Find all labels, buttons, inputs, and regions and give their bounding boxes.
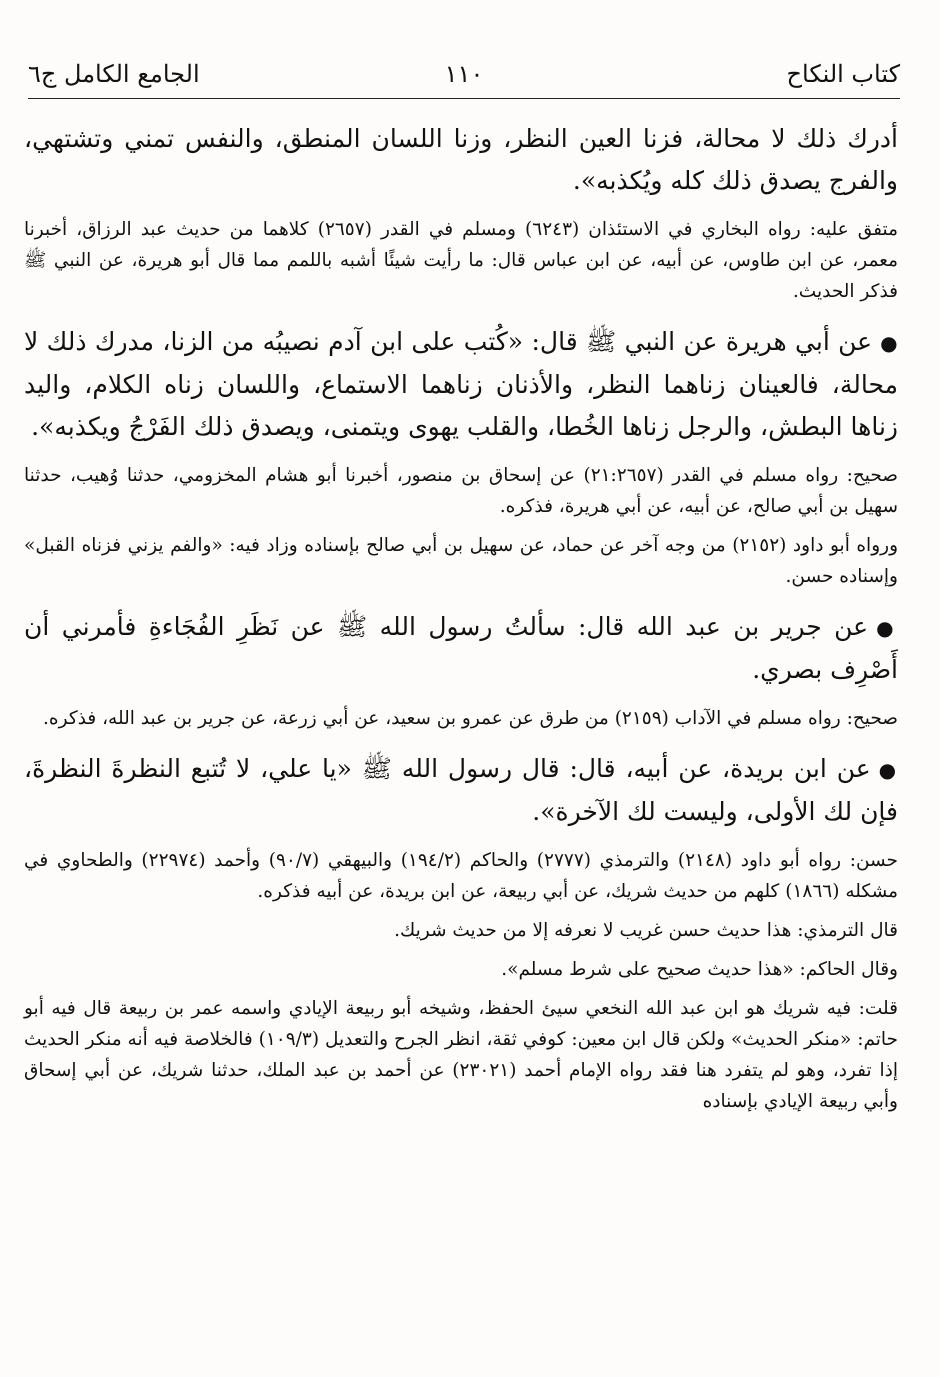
takhrij-note: صحيح: رواه مسلم في القدر (٢١:٢٦٥٧) عن إسحاق بن منصور، أخبرنا أبو هشام المخزومي، حدثنا وُهيب، حدثنا سهيل بن أبي صالح، عن أبيه، عن أبي هريرة، فذكره. xyxy=(24,465,898,517)
page-content xyxy=(24,118,898,1125)
book-title: الجامع الكامل ج٦ xyxy=(28,60,200,88)
takhrij-note: حسن: رواه أبو داود (٢١٤٨) والترمذي (٢٧٧٧) والحاكم (١٩٤/٢) والبيهقي (٩٠/٧) وأحمد (٢٢٩٧٤) والطحاوي في مشكله (١٨٦٦) كلهم من حديث شريك، عن أبي ربيعة، عن ابن بريدة، عن أبيه فذكره. xyxy=(24,850,898,902)
tirmidhi-comment: قال الترمذي: هذا حديث حسن غريب لا نعرفه إلا من حديث شريك. xyxy=(394,920,898,941)
bullet-icon: ● xyxy=(876,616,898,640)
takhrij-note: ورواه أبو داود (٢١٥٢) من وجه آخر عن حماد، عن سهيل بن أبي صالح بإسناده وزاد فيه: «والفم يزني فزناه القبل» وإسناده حسن. xyxy=(24,535,899,587)
hakim-comment: وقال الحاكم: «هذا حديث صحيح على شرط مسلم». xyxy=(501,959,898,980)
author-comment: قلت: فيه شريك هو ابن عبد الله النخعي سيئ الحفظ، وشيخه أبو ربيعة الإيادي واسمه عمر بن ربيعة قال فيه أبو حاتم: «منكر الحديث» ولكن قال ابن معين: كوفي ثقة، انظر الجرح والتعديل (١٠٩/٣) فالخلاصة فيه أنه منكر الحديث إذا تفرد، وهو لم يتفرد هنا فقد رواه الإمام أحمد (٢٣٠٢١) عن أحمد بن عبد الملك، حدثنا شريك، عن أبي إسحاق وأبي ربيعة الإيادي بإسناده xyxy=(24,998,898,1112)
takhrij-note: متفق عليه: رواه البخاري في الاستئذان (٦٢٤٣) ومسلم في القدر (٢٦٥٧) كلاهما من حديث عبد الرزاق، أخبرنا معمر، عن ابن طاوس، عن أبيه، عن ابن عباس قال: ما رأيت شيئًا أشبه باللمم مما قال أبو هريرة، عن النبي ﷺ فذكر الحديث. xyxy=(24,219,898,302)
takhrij-note: صحيح: رواه مسلم في الآداب (٢١٥٩) من طرق عن عمرو بن سعيد، عن أبي زرعة، عن جرير بن عبد الله، فذكره. xyxy=(43,708,898,729)
page-number: ١١٠ xyxy=(444,60,484,88)
hadith-text: ●عن جرير بن عبد الله قال: سألتُ رسول الله ﷺ عن نَظَرِ الفُجَاءةِ فأمرني أن أَصْرِف بصري. xyxy=(24,612,898,684)
chapter-title: كتاب النكاح xyxy=(786,60,900,88)
hadith-text: ●عن ابن بريدة، عن أبيه، قال: قال رسول الله ﷺ «يا علي، لا تُتبع النظرةَ النظرةَ، فإن لك الأولى، وليست لك الآخرة». xyxy=(24,754,898,826)
page-header xyxy=(28,58,900,99)
hadith-text: أدرك ذلك لا محالة، فزنا العين النظر، وزنا اللسان المنطق، والنفس تمني وتشتهي، والفرج يصدق ذلك كله ويُكذبه». xyxy=(24,124,898,195)
bullet-icon: ● xyxy=(878,758,898,782)
bullet-icon: ● xyxy=(880,331,898,355)
hadith-text: ●عن أبي هريرة عن النبي ﷺ قال: «كُتب على ابن آدم نصيبُه من الزنا، مدرك ذلك لا محالة، فالعينان زناهما النظر، والأذنان زناهما الاستماع، واللسان زناه الكلام، واليد زناها البطش، والرجل زناها الخُطا، والقلب يهوى ويتمنى، ويصدق ذلك الفَرْجُ ويكذبه». xyxy=(24,327,898,441)
